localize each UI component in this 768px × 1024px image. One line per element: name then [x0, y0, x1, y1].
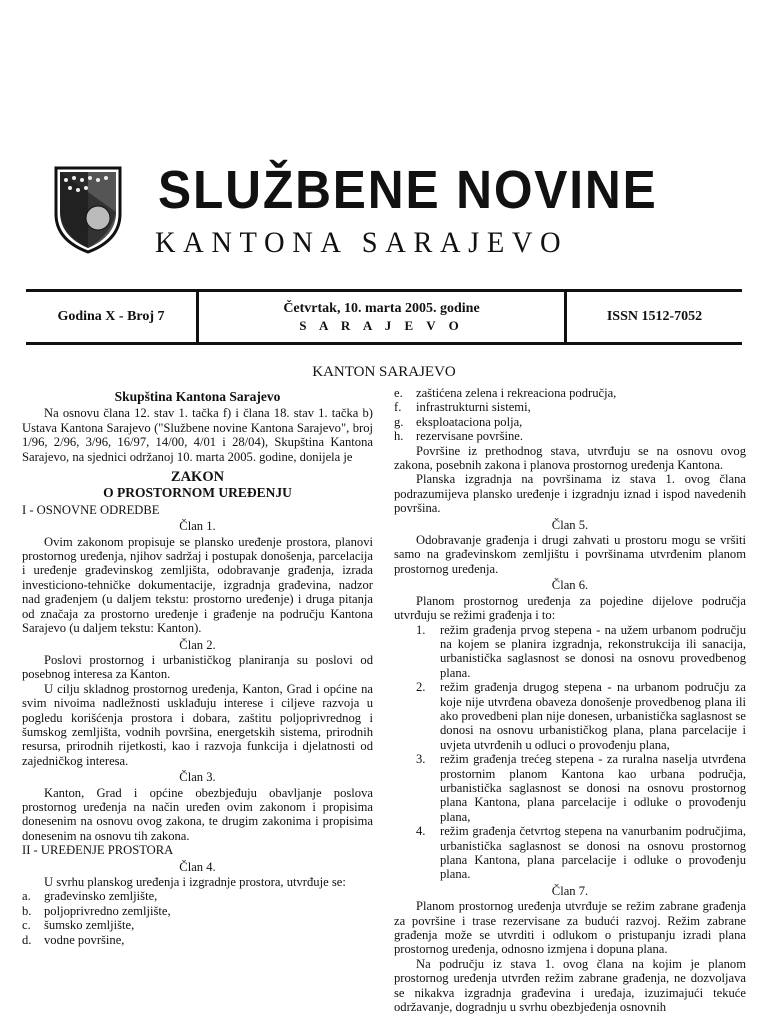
- article-4-para-3: Planska izgradnja na površinama iz stava 1. ovog člana podrazumijeva plansko uređenje i izgradnju iznad i ispod navedenih površina.: [394, 472, 746, 516]
- article-4-para-2: Površine iz prethodnog stava, utvrđuju se na osnovu ovog zakona, posebnih zakona i planova prostornog uređenja Kantona.: [394, 443, 746, 473]
- list-item-label: 2.: [416, 680, 426, 695]
- law-subtitle: O PROSTORNOM UREĐENJU: [103, 485, 292, 501]
- article-7-para-1: Planom prostornog uređenja utvrđuje se režim zabrane građenja za površine i trase rezervisane za budući razvoj. Režim zabrane građenja može se utvrditi i odlukom o pristupanju izradi plana prostornog uređenja, odnosno izmjena i dopuna plana.: [394, 899, 746, 957]
- issue-volume: Godina X - Broj 7: [26, 292, 199, 342]
- list-item-text: vodne površine,: [44, 932, 125, 947]
- assembly-heading: Skupština Kantona Sarajevo: [114, 389, 281, 404]
- list-item: [416, 752, 746, 824]
- issue-date-block: [199, 292, 567, 342]
- article-3-heading: Član 3.: [179, 770, 216, 785]
- part-heading-1: I - OSNOVNE ODREDBE: [22, 502, 160, 517]
- newspaper-title: SLUŽBENE NOVINE: [158, 160, 658, 220]
- list-item: [416, 623, 746, 681]
- list-item-text: zaštićena zelena i rekreaciona područja,: [416, 386, 617, 400]
- list-item-text: režim građenja trećeg stepena - za ruralna naselja utvrđena prostornim planom Kantona kao urbana područja, urbanistička saglasnost se donosi na osnovu prostornog plana Kantona, plana parcelacije i odluke o provođenju plana,: [440, 752, 746, 824]
- list-item-label: 3.: [416, 752, 426, 767]
- list-item-label: 4.: [416, 824, 426, 839]
- list-item: [416, 824, 746, 882]
- list-item-text: režim građenja prvog stepena - na užem urbanom području na kojem se planira izgradnja, rekonstrukcija ili sanacija, urbanistička saglasnost se donosi na osnovu provedbenog plana.: [440, 622, 746, 680]
- canton-coat-of-arms-icon: [52, 164, 124, 254]
- article-5-text: Odobravanje građenja i drugi zahvati u prostoru mogu se vršiti samo na građevinskom zemljištu i površinama utvrđenim planom prostornog uređenja.: [394, 533, 746, 576]
- masthead: [0, 150, 768, 270]
- article-4-heading: Član 4.: [179, 859, 216, 874]
- list-item-text: šumsko zemljište,: [44, 918, 135, 933]
- article-6-intro: Planom prostornog uređenja za pojedine dijelove područja utvrđuju se režimi građenja i to:: [394, 593, 746, 623]
- list-item-label: g.: [394, 414, 404, 429]
- list-item-label: 1.: [416, 622, 426, 637]
- list-item-text: režim građenja četvrtog stepena na vanurbanim područjima, urbanistička saglasnost se donosi na osnovu prostornog plana Kantona, plana parcelacije i odluke o provođenju plana.: [440, 824, 746, 882]
- article-5-heading: Član 5.: [551, 517, 589, 532]
- list-item-text: poljoprivredno zemljište,: [44, 903, 171, 918]
- list-item-text: infrastrukturni sistemi,: [416, 400, 531, 415]
- issue-place: S A R A J E V O: [299, 318, 464, 333]
- list-item-label: h.: [394, 429, 404, 444]
- list-item-label: b.: [22, 903, 32, 918]
- section-heading: KANTON SARAJEVO: [312, 364, 456, 380]
- article-7-para-2: Na području iz stava 1. ovog člana na kojim je planom prostornog uređenja utvrđen režim zabrane građenja, ne dozvoljava se nikakva izgradnja građevina i uređaja, izuzimajući tekuće održavanje, dogradnju u svrhu obezbjeđenja osnovnih: [394, 956, 746, 1015]
- article-1-text: Ovim zakonom propisuje se plansko uređenje prostora, planovi prostornog uređenja, njihov sadržaj i postupak donošenja, parcelacija i uređenje građevinskog zemljišta, odobravanje građenja, izrada investiciono-tehničke dokumentacije, izgradnja građevina, nadzor nad građenjem (u daljem tekstu: prostorno uređenje) i druga pitanja od značaja za prostorno uređenje i građenje na području Kantona Sarajevo (u daljem tekstu: Kanton).: [22, 534, 373, 636]
- list-item-text: režim građenja drugog stepena - na urbanom području za koje nije utvrđena obaveza donošenje provedbenog plana ili ako provedbeni plan nije donesen, urbanistička saglasnost se donosi na osnovu urbanističkog plana, plana parcelacije i uvjeta utvrđenih u odluci o provođenju plana,: [440, 680, 746, 752]
- article-4-intro: U svrhu planskog uređenja i izgradnje prostora, utvrđuje se:: [44, 875, 346, 889]
- list-item-label: f.: [394, 400, 402, 415]
- list-item: [394, 429, 746, 443]
- list-item-label: d.: [22, 932, 32, 947]
- article-2-para-1: Poslovi prostornog i urbanističkog planiranja su poslovi od posebnog interesa za Kanton.: [22, 652, 373, 682]
- left-column: [22, 386, 373, 947]
- article-2-heading: Član 2.: [179, 637, 216, 652]
- preamble: Na osnovu člana 12. stav 1. tačka f) i člana 18. stav 1. tačka b) Ustava Kantona Sarajevo ("Službene novine Kantona Sarajevo", broj 1/96, 2/96, 3/96, 16/97, 14/00, 4/01 i 28/04), Skupština Kantona Sarajevo, na sjednici održanoj 10. marta 2005. godine, donijela je: [22, 406, 373, 464]
- list-item-label: a.: [22, 889, 31, 904]
- list-item: [394, 415, 746, 429]
- list-item-text: rezervisane površine.: [416, 429, 523, 444]
- issue-issn: ISSN 1512-7052: [606, 309, 703, 324]
- list-item-label: c.: [22, 918, 31, 933]
- article-2-para-2: U cilju skladnog prostornog uređenja, Kanton, Grad i općine na svim nivoima nadležnosti usklađuju interese i ciljeve razvoja u pogledu korišćenja prostora i dobara, zaštitu poljoprivrednog i šumskog zemljišta, vodnih površina, energetskih sistema, prirodnih resursa, prirodnih rijetkosti, kao i razvoja funkcija i djelatnosti od zajedničkog interesa.: [22, 681, 373, 768]
- issue-info-bar: [26, 289, 742, 345]
- issue-date: Četvrtak, 10. marta 2005. godine: [283, 301, 480, 316]
- list-item: [394, 386, 746, 400]
- list-item: [394, 400, 746, 414]
- list-item-text: eksploataciona polja,: [416, 414, 523, 429]
- list-item: [22, 889, 373, 903]
- article-3-text: Kanton, Grad i općine obezbjeđuju obavljanje poslova prostornog uređenja na način uređen ovim zakonom i propisima donesenim na osnovu ovog zakona, te drugim zakonima i propisima donesenim na osnovu tih zakona.: [22, 785, 373, 843]
- part-heading-2: II - UREĐENJE PROSTORA: [22, 843, 174, 858]
- right-column: [394, 386, 746, 1014]
- newspaper-subtitle: KANTONA SARAJEVO: [155, 226, 569, 259]
- list-item: [22, 933, 373, 947]
- list-item: [22, 918, 373, 932]
- law-title: ZAKON: [170, 469, 225, 486]
- article-1-heading: Član 1.: [179, 519, 216, 534]
- article-7-heading: Član 7.: [551, 883, 589, 898]
- list-item-label: e.: [394, 386, 403, 400]
- list-item: [416, 680, 746, 752]
- list-item-text: građevinsko zemljište,: [44, 889, 158, 904]
- article-6-heading: Član 6.: [551, 578, 589, 593]
- list-item: [22, 904, 373, 918]
